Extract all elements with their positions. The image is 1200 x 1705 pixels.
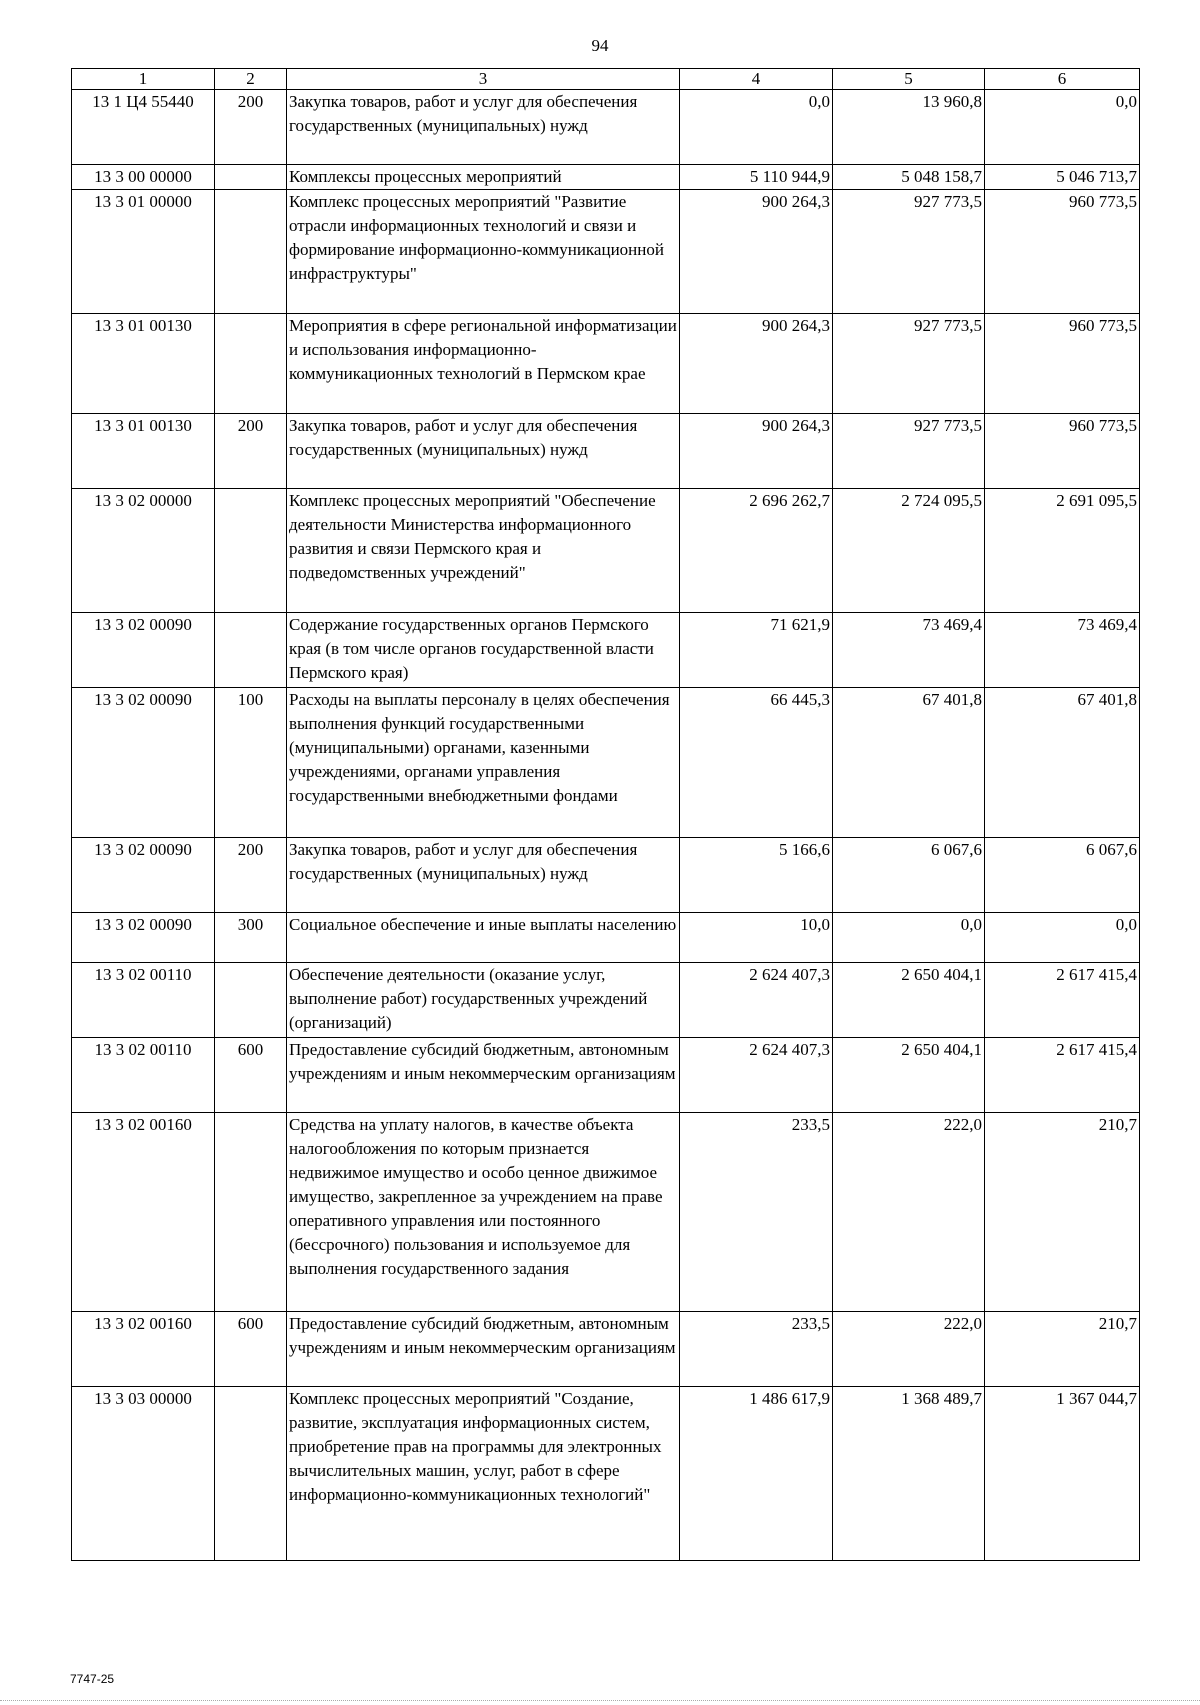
row-value-col5: 222,0 <box>833 1113 985 1312</box>
row-name: Закупка товаров, работ и услуг для обеспечения государственных (муниципальных) нужд <box>287 838 680 913</box>
row-code: 13 3 02 00090 <box>72 613 215 688</box>
row-code: 13 3 02 00160 <box>72 1113 215 1312</box>
row-value-col4: 900 264,3 <box>680 414 833 489</box>
row-value-col4: 900 264,3 <box>680 314 833 414</box>
table-row <box>72 963 1140 1038</box>
row-name: Комплекс процессных мероприятий "Развитие отрасли информационных технологий и связи и формирование информационно-коммуникационной инфраструктуры" <box>287 190 680 314</box>
row-name: Комплексы процессных мероприятий <box>287 165 680 190</box>
page-number: 94 <box>591 36 609 55</box>
row-value-col6: 67 401,8 <box>985 688 1140 838</box>
row-code: 13 3 02 00090 <box>72 913 215 963</box>
row-value-col6: 0,0 <box>985 90 1140 165</box>
header-col-2: 2 <box>215 69 287 90</box>
row-name: Закупка товаров, работ и услуг для обеспечения государственных (муниципальных) нужд <box>287 90 680 165</box>
row-name: Комплекс процессных мероприятий "Обеспечение деятельности Министерства информационного развития и связи Пермского края и подведомственных учреждений" <box>287 489 680 613</box>
row-code: 13 3 01 00000 <box>72 190 215 314</box>
row-value-col4: 900 264,3 <box>680 190 833 314</box>
row-value-col4: 0,0 <box>680 90 833 165</box>
table-row <box>72 489 1140 613</box>
row-expense-type <box>215 314 287 414</box>
row-expense-type <box>215 190 287 314</box>
row-value-col6: 2 617 415,4 <box>985 963 1140 1038</box>
row-code: 13 3 02 00090 <box>72 688 215 838</box>
row-value-col6: 5 046 713,7 <box>985 165 1140 190</box>
row-value-col6: 1 367 044,7 <box>985 1387 1140 1561</box>
row-value-col4: 5 166,6 <box>680 838 833 913</box>
row-expense-type: 200 <box>215 90 287 165</box>
row-name: Предоставление субсидий бюджетным, автономным учреждениям и иным некоммерческим организациям <box>287 1038 680 1113</box>
row-value-col4: 2 696 262,7 <box>680 489 833 613</box>
table-row <box>72 90 1140 165</box>
row-value-col6: 210,7 <box>985 1113 1140 1312</box>
row-name: Мероприятия в сфере региональной информатизации и использования информационно-коммуникационных технологий в Пермском крае <box>287 314 680 414</box>
header-col-3: 3 <box>287 69 680 90</box>
row-expense-type <box>215 613 287 688</box>
row-value-col5: 5 048 158,7 <box>833 165 985 190</box>
row-value-col4: 5 110 944,9 <box>680 165 833 190</box>
row-value-col6: 6 067,6 <box>985 838 1140 913</box>
row-value-col5: 222,0 <box>833 1312 985 1387</box>
row-value-col6: 73 469,4 <box>985 613 1140 688</box>
row-expense-type <box>215 165 287 190</box>
row-expense-type: 600 <box>215 1312 287 1387</box>
row-code: 13 1 Ц4 55440 <box>72 90 215 165</box>
row-code: 13 3 03 00000 <box>72 1387 215 1561</box>
header-col-4: 4 <box>680 69 833 90</box>
page-edge-divider <box>0 1700 1200 1702</box>
row-value-col4: 233,5 <box>680 1113 833 1312</box>
header-col-1: 1 <box>72 69 215 90</box>
row-value-col5: 13 960,8 <box>833 90 985 165</box>
table-row <box>72 1387 1140 1561</box>
row-value-col5: 73 469,4 <box>833 613 985 688</box>
row-name: Расходы на выплаты персоналу в целях обеспечения выполнения функций государственными (муниципальными) органами, казенными учреждениями, органами управления государственными внебюджетными фондами <box>287 688 680 838</box>
row-value-col6: 2 691 095,5 <box>985 489 1140 613</box>
row-value-col5: 2 650 404,1 <box>833 1038 985 1113</box>
row-value-col4: 233,5 <box>680 1312 833 1387</box>
row-value-col4: 2 624 407,3 <box>680 1038 833 1113</box>
row-value-col6: 960 773,5 <box>985 414 1140 489</box>
row-name: Социальное обеспечение и иные выплаты населению <box>287 913 680 963</box>
row-code: 13 3 00 00000 <box>72 165 215 190</box>
row-value-col4: 10,0 <box>680 913 833 963</box>
table-row <box>72 1038 1140 1113</box>
row-value-col6: 960 773,5 <box>985 314 1140 414</box>
row-value-col5: 927 773,5 <box>833 314 985 414</box>
row-name: Обеспечение деятельности (оказание услуг, выполнение работ) государственных учреждений (организаций) <box>287 963 680 1038</box>
row-value-col4: 2 624 407,3 <box>680 963 833 1038</box>
row-value-col4: 66 445,3 <box>680 688 833 838</box>
row-code: 13 3 02 00090 <box>72 838 215 913</box>
table-header-row <box>72 69 1140 90</box>
row-name: Средства на уплату налогов, в качестве объекта налогообложения по которым признается недвижимое имущество и особо ценное движимое имущество, закрепленное за учреждением на праве оперативного управления или постоянного (бессрочного) пользования и используемое для выполнения государственного задания <box>287 1113 680 1312</box>
row-code: 13 3 01 00130 <box>72 314 215 414</box>
row-value-col4: 71 621,9 <box>680 613 833 688</box>
row-code: 13 3 02 00160 <box>72 1312 215 1387</box>
row-value-col5: 2 650 404,1 <box>833 963 985 1038</box>
row-value-col4: 1 486 617,9 <box>680 1387 833 1561</box>
row-code: 13 3 02 00110 <box>72 1038 215 1113</box>
row-name: Закупка товаров, работ и услуг для обеспечения государственных (муниципальных) нужд <box>287 414 680 489</box>
row-value-col5: 1 368 489,7 <box>833 1387 985 1561</box>
row-value-col6: 0,0 <box>985 913 1140 963</box>
row-expense-type <box>215 1387 287 1561</box>
row-value-col6: 2 617 415,4 <box>985 1038 1140 1113</box>
row-value-col5: 6 067,6 <box>833 838 985 913</box>
row-name: Комплекс процессных мероприятий "Создание, развитие, эксплуатация информационных систем, приобретение прав на программы для электронных вычислительных машин, услуг, работ в сфере информационно-коммуникационных технологий" <box>287 1387 680 1561</box>
row-code: 13 3 02 00000 <box>72 489 215 613</box>
table-row <box>72 1113 1140 1312</box>
row-name: Содержание государственных органов Пермского края (в том числе органов государственной власти Пермского края) <box>287 613 680 688</box>
table-row <box>72 314 1140 414</box>
row-code: 13 3 02 00110 <box>72 963 215 1038</box>
row-value-col5: 67 401,8 <box>833 688 985 838</box>
budget-table <box>71 68 1140 1561</box>
table-row <box>72 613 1140 688</box>
row-value-col5: 927 773,5 <box>833 190 985 314</box>
row-expense-type: 600 <box>215 1038 287 1113</box>
table-row <box>72 1312 1140 1387</box>
header-col-5: 5 <box>833 69 985 90</box>
table-row <box>72 165 1140 190</box>
row-expense-type: 100 <box>215 688 287 838</box>
row-value-col6: 210,7 <box>985 1312 1140 1387</box>
row-expense-type: 200 <box>215 414 287 489</box>
row-expense-type <box>215 963 287 1038</box>
table-row <box>72 414 1140 489</box>
row-value-col5: 2 724 095,5 <box>833 489 985 613</box>
table-row <box>72 688 1140 838</box>
row-value-col6: 960 773,5 <box>985 190 1140 314</box>
document-id: 7747-25 <box>70 1672 115 1686</box>
row-expense-type: 200 <box>215 838 287 913</box>
row-expense-type <box>215 1113 287 1312</box>
table-row <box>72 913 1140 963</box>
row-name: Предоставление субсидий бюджетным, автономным учреждениям и иным некоммерческим организациям <box>287 1312 680 1387</box>
header-col-6: 6 <box>985 69 1140 90</box>
row-value-col5: 927 773,5 <box>833 414 985 489</box>
row-value-col5: 0,0 <box>833 913 985 963</box>
table-row <box>72 190 1140 314</box>
row-code: 13 3 01 00130 <box>72 414 215 489</box>
row-expense-type <box>215 489 287 613</box>
table-row <box>72 838 1140 913</box>
row-expense-type: 300 <box>215 913 287 963</box>
